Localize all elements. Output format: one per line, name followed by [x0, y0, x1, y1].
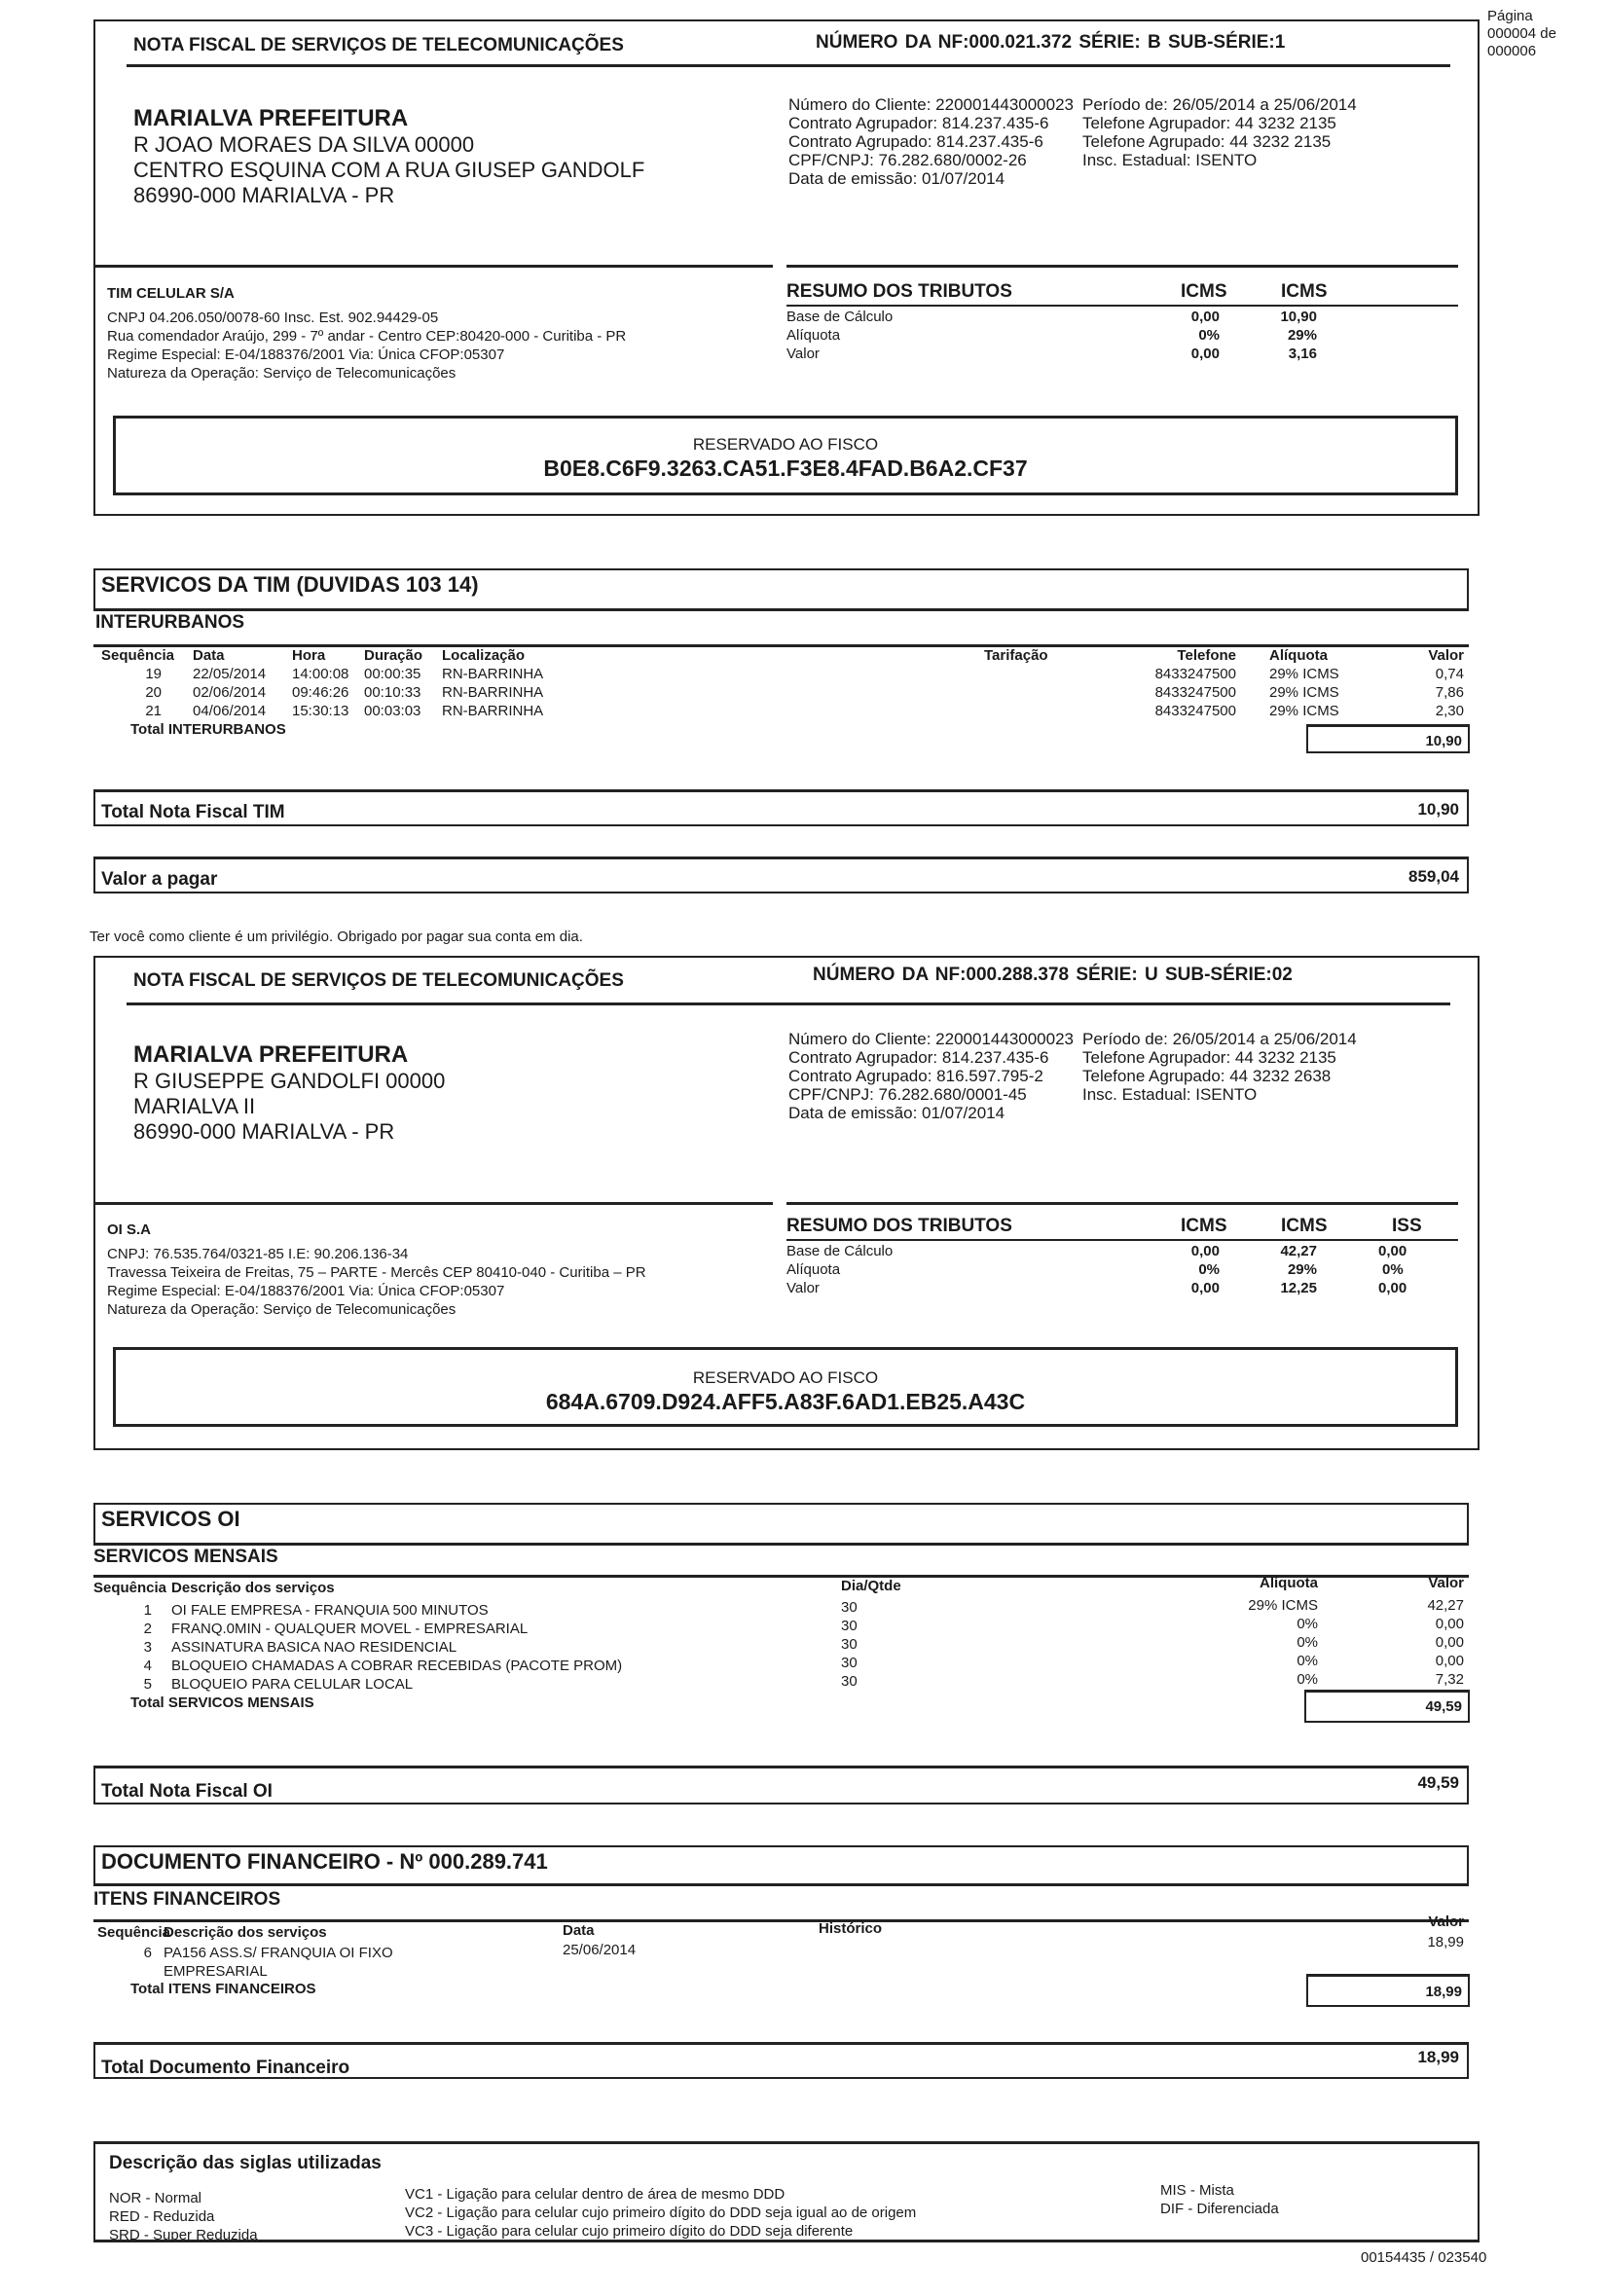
cell-rate: 29% ICMS: [1269, 666, 1339, 682]
customer-name: MARIALVA PREFEITURA: [133, 1041, 409, 1068]
section-title: SERVICOS OI: [101, 1507, 240, 1531]
issuer-regime: Regime Especial: E-04/188376/2001 Via: Única CFOP:05307: [107, 346, 505, 363]
customer-address-1: R JOAO MORAES DA SILVA 00000: [133, 132, 475, 157]
tim-subtotal-box: [1306, 724, 1470, 753]
tax-value: 0,00: [1190, 1280, 1220, 1296]
cell-seq: 21: [145, 703, 162, 719]
fisco-label: RESERVADO AO FISCO: [692, 1368, 879, 1387]
cell-date: 02/06/2014: [193, 684, 267, 701]
cell-qty: 30: [841, 1636, 858, 1653]
cell-qty: 30: [841, 1655, 858, 1671]
col-header: Sequência: [93, 1580, 167, 1596]
divider: [127, 1002, 1450, 1005]
cell-duration: 00:00:35: [364, 666, 421, 682]
acronym-item: NOR - Normal: [109, 2190, 202, 2206]
tim-issuer-block: [107, 284, 626, 383]
cell-seq: 3: [143, 1639, 152, 1656]
fisco-code: B0E8.C6F9.3263.CA51.F3E8.4FAD.B6A2.CF37: [543, 456, 1028, 481]
cell-rate: 0%: [1297, 1634, 1318, 1651]
cell-location: RN-BARRINHA: [442, 703, 544, 719]
acronym-item: MIS - Mista: [1160, 2182, 1234, 2199]
issuer-cnpj: CNPJ 04.206.050/0078-60 Insc. Est. 902.94429-05: [107, 310, 439, 326]
tax-row-label: Alíquota: [786, 1261, 841, 1278]
phone-grouped: Telefone Agrupado: 44 3232 2638: [1082, 1067, 1332, 1085]
divider: [94, 1202, 773, 1205]
tim-client-info-left: [788, 95, 1074, 188]
issuer-regime: Regime Especial: E-04/188376/2001 Via: Única CFOP:05307: [107, 1283, 505, 1299]
client-number: Número do Cliente: 220001443000023: [788, 1030, 1075, 1048]
oi-client-info-right: [1082, 1030, 1357, 1104]
issuer-operation: Natureza da Operação: Serviço de Telecomunicações: [107, 1301, 457, 1318]
acronym-item: VC3 - Ligação para celular cujo primeiro dígito do DDD seja diferente: [405, 2223, 854, 2240]
issuer-cnpj: CNPJ: 76.535.764/0321-85 I.E: 90.206.136-34: [107, 1246, 409, 1262]
cell-seq: 20: [145, 684, 162, 701]
acronyms-title: Descrição das siglas utilizadas: [109, 2153, 382, 2173]
cell-value: 0,00: [1435, 1616, 1464, 1632]
cell-time: 14:00:08: [292, 666, 349, 682]
cell-value: 0,00: [1435, 1634, 1464, 1651]
cell-duration: 00:03:03: [364, 703, 421, 719]
divider: [94, 265, 773, 268]
col-header: Valor: [1428, 647, 1464, 664]
section-title: SERVICOS DA TIM (DUVIDAS 103 14): [101, 572, 479, 597]
subtotal-label: Total INTERURBANOS: [130, 721, 286, 738]
cell-rate: 0%: [1297, 1653, 1318, 1669]
tax-summary-title: RESUMO DOS TRIBUTOS: [786, 281, 1012, 302]
amount-due-value: 859,04: [1408, 867, 1459, 886]
contract-grouper: Contrato Agrupador: 814.237.435-6: [788, 1048, 1049, 1067]
col-header: Dia/Qtde: [841, 1578, 901, 1594]
oi-nf-number: NÚMERO DA NF:000.288.378 SÉRIE: U SUB-SÉRIE:02: [813, 965, 1293, 985]
doc-total-value: 18,99: [1417, 2048, 1459, 2066]
cell-seq: 1: [143, 1602, 152, 1619]
acronyms-col-3: [1160, 2181, 1279, 2218]
tim-fisco-box: [113, 416, 1458, 495]
footer-code: 00154435 / 023540: [1361, 2249, 1487, 2266]
cell-phone: 8433247500: [1154, 666, 1236, 682]
cell-seq: 6: [143, 1945, 152, 1961]
customer-name: MARIALVA PREFEITURA: [133, 105, 409, 131]
cell-desc: OI FALE EMPRESA - FRANQUIA 500 MINUTOS: [171, 1602, 489, 1619]
col-header: Hora: [292, 647, 326, 664]
acronyms-box: [93, 2141, 1480, 2242]
acronym-item: SRD - Super Reduzida: [109, 2227, 258, 2243]
section-subtitle: INTERURBANOS: [95, 612, 245, 633]
billing-period: Período de: 26/05/2014 a 25/06/2014: [1082, 1030, 1357, 1048]
cell-seq: 2: [143, 1621, 152, 1637]
tax-summary-title: RESUMO DOS TRIBUTOS: [786, 1216, 1012, 1236]
cell-rate: 0%: [1297, 1671, 1318, 1688]
tax-row-label: Valor: [786, 1280, 820, 1296]
oi-invoice-title: NOTA FISCAL DE SERVIÇOS DE TELECOMUNICAÇÕES: [133, 970, 624, 991]
section-subtitle: ITENS FINANCEIROS: [93, 1889, 281, 1910]
col-header: Sequência: [101, 647, 175, 664]
cell-phone: 8433247500: [1154, 703, 1236, 719]
tax-value: 0%: [1382, 1261, 1404, 1278]
nf-total-label: Total Nota Fiscal OI: [101, 1781, 273, 1802]
cell-date: 25/06/2014: [563, 1942, 637, 1958]
nf-total-label: Total Nota Fiscal TIM: [101, 802, 285, 822]
nf-total-value: 49,59: [1417, 1773, 1459, 1792]
tim-calls-table: [93, 646, 1469, 744]
page-total: 000006: [1487, 43, 1537, 59]
tax-value: 0,00: [1190, 309, 1220, 325]
oi-nf-total-box: [93, 1766, 1469, 1804]
contract-grouped: Contrato Agrupado: 814.237.435-6: [788, 132, 1043, 151]
tim-client-info-right: [1082, 95, 1357, 169]
tax-value: 29%: [1287, 1261, 1317, 1278]
cell-value: 0,74: [1435, 666, 1464, 682]
cell-location: RN-BARRINHA: [442, 666, 544, 682]
col-header: Descrição dos serviços: [171, 1580, 335, 1596]
divider: [786, 305, 1458, 307]
customer-address-1: R GIUSEPPE GANDOLFI 00000: [133, 1069, 446, 1093]
cell-rate: 0%: [1297, 1616, 1318, 1632]
col-header: Data: [563, 1922, 595, 1939]
cell-desc: BLOQUEIO CHAMADAS A COBRAR RECEBIDAS (PACOTE PROM): [171, 1658, 623, 1674]
acronyms-col-2: [405, 2185, 916, 2241]
tax-value: 0%: [1198, 1261, 1220, 1278]
fisco-label: RESERVADO AO FISCO: [692, 435, 879, 454]
cell-rate: 29% ICMS: [1269, 703, 1339, 719]
thanks-message: Ter você como cliente é um privilégio. Obrigado por pagar sua conta em dia.: [90, 929, 583, 945]
tax-value: 0,00: [1190, 346, 1220, 362]
col-header: Valor: [1428, 1575, 1464, 1591]
tax-col-header: ICMS: [1281, 281, 1328, 302]
cell-time: 15:30:13: [292, 703, 349, 719]
acronym-item: DIF - Diferenciada: [1160, 2201, 1279, 2217]
cpf-cnpj: CPF/CNPJ: 76.282.680/0001-45: [788, 1085, 1027, 1104]
col-header: Histórico: [819, 1920, 883, 1937]
acronyms-col-1: [109, 2189, 258, 2244]
tim-customer-block: [133, 105, 644, 208]
oi-services-header: [93, 1503, 1469, 1546]
tax-value: 42,27: [1280, 1243, 1317, 1259]
page-number: 000004 de: [1487, 25, 1556, 42]
tax-col-header: ICMS: [1181, 281, 1227, 302]
cell-date: 22/05/2014: [193, 666, 267, 682]
phone-grouper: Telefone Agrupador: 44 3232 2135: [1082, 114, 1336, 132]
subtotal-value: 18,99: [1425, 1984, 1462, 2000]
subtotal-value: 10,90: [1425, 733, 1462, 749]
cell-seq: 4: [143, 1658, 152, 1674]
col-header: Alíquota: [1260, 1575, 1318, 1591]
tax-row-label: Alíquota: [786, 327, 841, 344]
tax-value: 0,00: [1190, 1243, 1220, 1259]
phone-grouper: Telefone Agrupador: 44 3232 2135: [1082, 1048, 1336, 1067]
state-registration: Insc. Estadual: ISENTO: [1082, 151, 1258, 169]
cell-time: 09:46:26: [292, 684, 349, 701]
divider: [786, 265, 1458, 268]
cell-duration: 00:10:33: [364, 684, 421, 701]
amount-due-label: Valor a pagar: [101, 869, 218, 890]
cell-value: 0,00: [1435, 1653, 1464, 1669]
financial-doc-total-box: [93, 2042, 1469, 2079]
tax-value: 0%: [1198, 327, 1220, 344]
col-header: Localização: [442, 647, 526, 664]
cpf-cnpj: CPF/CNPJ: 76.282.680/0002-26: [788, 151, 1027, 169]
amount-due-box: [93, 856, 1469, 893]
col-header: Duração: [364, 647, 423, 664]
financial-doc-header: [93, 1845, 1469, 1886]
col-header: Tarifação: [984, 647, 1048, 664]
cell-desc: ASSINATURA BASICA NAO RESIDENCIAL: [171, 1639, 457, 1656]
nf-total-value: 10,90: [1417, 800, 1459, 819]
financial-items-table: [93, 1913, 1469, 1997]
tax-value: 29%: [1287, 327, 1317, 344]
tax-col-header: ISS: [1392, 1216, 1422, 1236]
issuer-name: TIM CELULAR S/A: [107, 285, 235, 302]
acronym-item: RED - Reduzida: [109, 2208, 215, 2225]
tim-nf-total-box: [93, 789, 1469, 826]
col-header: Sequência: [97, 1924, 171, 1941]
customer-address-3: 86990-000 MARIALVA - PR: [133, 183, 395, 207]
divider: [786, 1239, 1458, 1241]
cell-seq: 5: [143, 1676, 152, 1693]
issue-date: Data de emissão: 01/07/2014: [788, 1104, 1005, 1122]
customer-address-2: CENTRO ESQUINA COM A RUA GIUSEP GANDOLF: [133, 158, 645, 182]
doc-total-label: Total Documento Financeiro: [101, 2058, 350, 2078]
col-header: Descrição dos serviços: [164, 1924, 327, 1941]
oi-issuer-block: [107, 1221, 646, 1319]
tax-row-label: Base de Cálculo: [786, 1243, 894, 1259]
state-registration: Insc. Estadual: ISENTO: [1082, 1085, 1258, 1104]
tim-services-header: [93, 568, 1469, 611]
oi-client-info-left: [788, 1030, 1074, 1122]
cell-desc: BLOQUEIO PARA CELULAR LOCAL: [171, 1676, 414, 1693]
cell-value: 7,32: [1435, 1671, 1464, 1688]
issuer-operation: Natureza da Operação: Serviço de Telecomunicações: [107, 365, 457, 382]
oi-customer-block: [133, 1041, 445, 1145]
col-header: Data: [193, 647, 225, 664]
subtotal-value: 49,59: [1425, 1698, 1462, 1715]
cell-qty: 30: [841, 1599, 858, 1616]
cell-phone: 8433247500: [1154, 684, 1236, 701]
tax-value: 12,25: [1280, 1280, 1317, 1296]
financial-subtotal-box: [1306, 1974, 1470, 2007]
divider: [127, 64, 1450, 67]
customer-address-2: MARIALVA II: [133, 1094, 256, 1118]
subtotal-label: Total SERVICOS MENSAIS: [130, 1695, 314, 1711]
col-header: Telefone: [1177, 647, 1236, 664]
tax-value: 3,16: [1288, 346, 1317, 362]
issuer-address: Travessa Teixeira de Freitas, 75 – PARTE - Mercês CEP 80410-040 - Curitiba – PR: [107, 1264, 646, 1281]
divider: [786, 1202, 1458, 1205]
cell-rate: 29% ICMS: [1248, 1597, 1318, 1614]
tax-col-header: ICMS: [1281, 1216, 1328, 1236]
oi-services-table: [93, 1577, 1469, 1713]
cell-qty: 30: [841, 1618, 858, 1634]
col-header: Valor: [1428, 1913, 1464, 1930]
tax-col-header: ICMS: [1181, 1216, 1227, 1236]
cell-value: 42,27: [1427, 1597, 1464, 1614]
contract-grouper: Contrato Agrupador: 814.237.435-6: [788, 114, 1049, 132]
cell-rate: 29% ICMS: [1269, 684, 1339, 701]
oi-tax-summary: [786, 1215, 1458, 1322]
cell-qty: 30: [841, 1673, 858, 1690]
tim-nf-number: NÚMERO DA NF:000.021.372 SÉRIE: B SUB-SÉRIE:1: [816, 32, 1286, 53]
cell-seq: 19: [145, 666, 162, 682]
oi-subtotal-box: [1304, 1690, 1470, 1723]
cell-value: 2,30: [1435, 703, 1464, 719]
cell-desc: PA156 ASS.S/ FRANQUIA OI FIXO: [164, 1945, 393, 1961]
issuer-address: Rua comendador Araújo, 299 - 7º andar - Centro CEP:80420-000 - Curitiba - PR: [107, 328, 627, 345]
phone-grouped: Telefone Agrupado: 44 3232 2135: [1082, 132, 1332, 151]
tax-row-label: Base de Cálculo: [786, 309, 894, 325]
acronym-item: VC2 - Ligação para celular cujo primeiro dígito do DDD seja igual ao de origem: [405, 2205, 917, 2221]
page-indicator: [1487, 8, 1556, 60]
section-subtitle: SERVICOS MENSAIS: [93, 1547, 278, 1567]
tim-tax-summary: [786, 280, 1458, 387]
cell-location: RN-BARRINHA: [442, 684, 544, 701]
section-title: DOCUMENTO FINANCEIRO - Nº 000.289.741: [101, 1849, 548, 1874]
billing-period: Período de: 26/05/2014 a 25/06/2014: [1082, 95, 1357, 114]
subtotal-label: Total ITENS FINANCEIROS: [130, 1981, 316, 1997]
issue-date: Data de emissão: 01/07/2014: [788, 169, 1005, 188]
col-header: Alíquota: [1269, 647, 1328, 664]
cell-value: 18,99: [1427, 1934, 1464, 1950]
acronym-item: VC1 - Ligação para celular dentro de área de mesmo DDD: [405, 2186, 786, 2203]
cell-date: 04/06/2014: [193, 703, 267, 719]
cell-value: 7,86: [1435, 684, 1464, 701]
cell-desc-continued: EMPRESARIAL: [164, 1963, 268, 1980]
client-number: Número do Cliente: 220001443000023: [788, 95, 1075, 114]
tax-value: 0,00: [1378, 1280, 1407, 1296]
tax-row-label: Valor: [786, 346, 820, 362]
issuer-name: OI S.A: [107, 1221, 152, 1238]
fisco-code: 684A.6709.D924.AFF5.A83F.6AD1.EB25.A43C: [545, 1389, 1026, 1414]
contract-grouped: Contrato Agrupado: 816.597.795-2: [788, 1067, 1043, 1085]
oi-fisco-box: [113, 1347, 1458, 1427]
tim-invoice-title: NOTA FISCAL DE SERVIÇOS DE TELECOMUNICAÇÕES: [133, 35, 624, 55]
tax-value: 10,90: [1280, 309, 1317, 325]
cell-desc: FRANQ.0MIN - QUALQUER MOVEL - EMPRESARIAL: [171, 1621, 529, 1637]
page-label: Página: [1487, 8, 1533, 24]
customer-address-3: 86990-000 MARIALVA - PR: [133, 1119, 395, 1144]
tax-value: 0,00: [1378, 1243, 1407, 1259]
